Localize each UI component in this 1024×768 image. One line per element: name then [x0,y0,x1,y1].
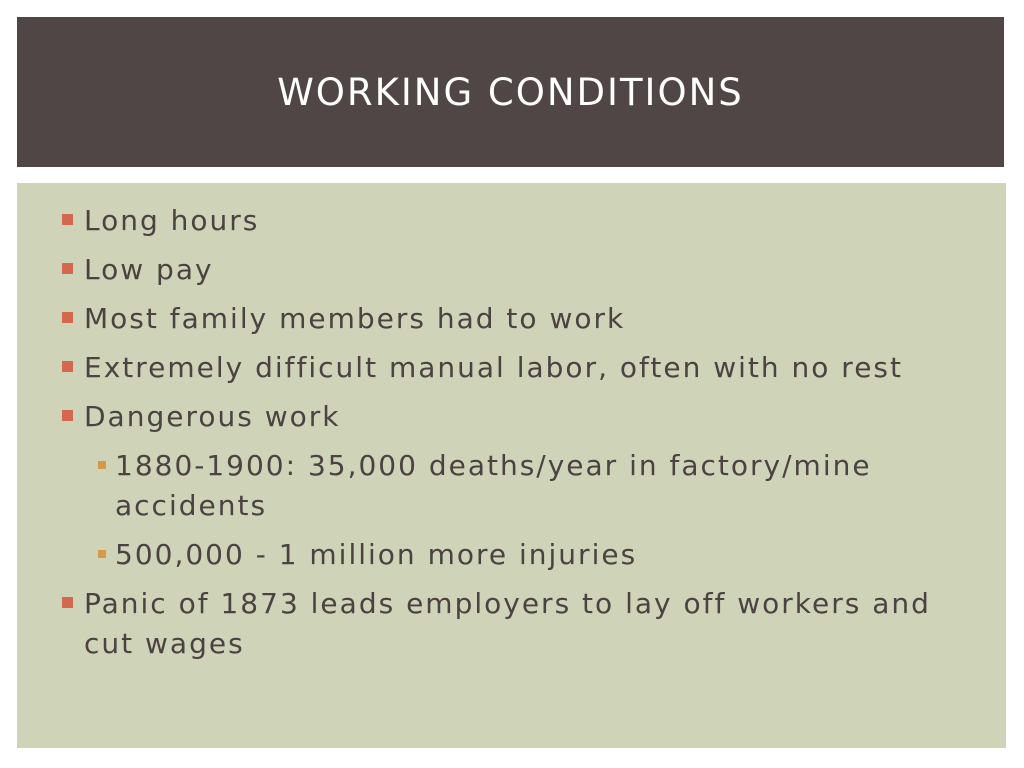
slide-title: WORKING CONDITIONS [277,70,744,114]
bullet-text: Most family members had to work [84,302,626,335]
content-box [17,183,1006,748]
bullet-text: Extremely difficult manual labor, often with no rest [84,351,903,384]
bullet-list [17,201,1006,673]
square-bullet-icon [62,263,73,274]
sub-bullet-text: 500,000 - 1 million more injuries [115,538,638,571]
sub-bullet-item [17,535,1006,575]
bullet-text: Low pay [84,253,214,286]
square-bullet-icon [62,214,73,225]
square-bullet-icon [62,361,73,372]
title-bar [17,17,1004,167]
bullet-item [17,397,1006,437]
bullet-item [17,348,1006,388]
sub-bullet-item [17,446,1006,526]
bullet-text: Panic of 1873 leads employers to lay off workers and cut wages [84,587,931,660]
bullet-item [17,250,1006,290]
sub-bullet-text: 1880-1900: 35,000 deaths/year in factory/mine accidents [115,449,872,522]
bullet-text: Long hours [84,204,260,237]
small-square-bullet-icon [98,461,106,469]
bullet-item [17,201,1006,241]
bullet-item [17,299,1006,339]
small-square-bullet-icon [98,550,106,558]
square-bullet-icon [62,312,73,323]
square-bullet-icon [62,410,73,421]
bullet-text: Dangerous work [84,400,341,433]
square-bullet-icon [62,597,73,608]
bullet-item [17,584,1006,664]
